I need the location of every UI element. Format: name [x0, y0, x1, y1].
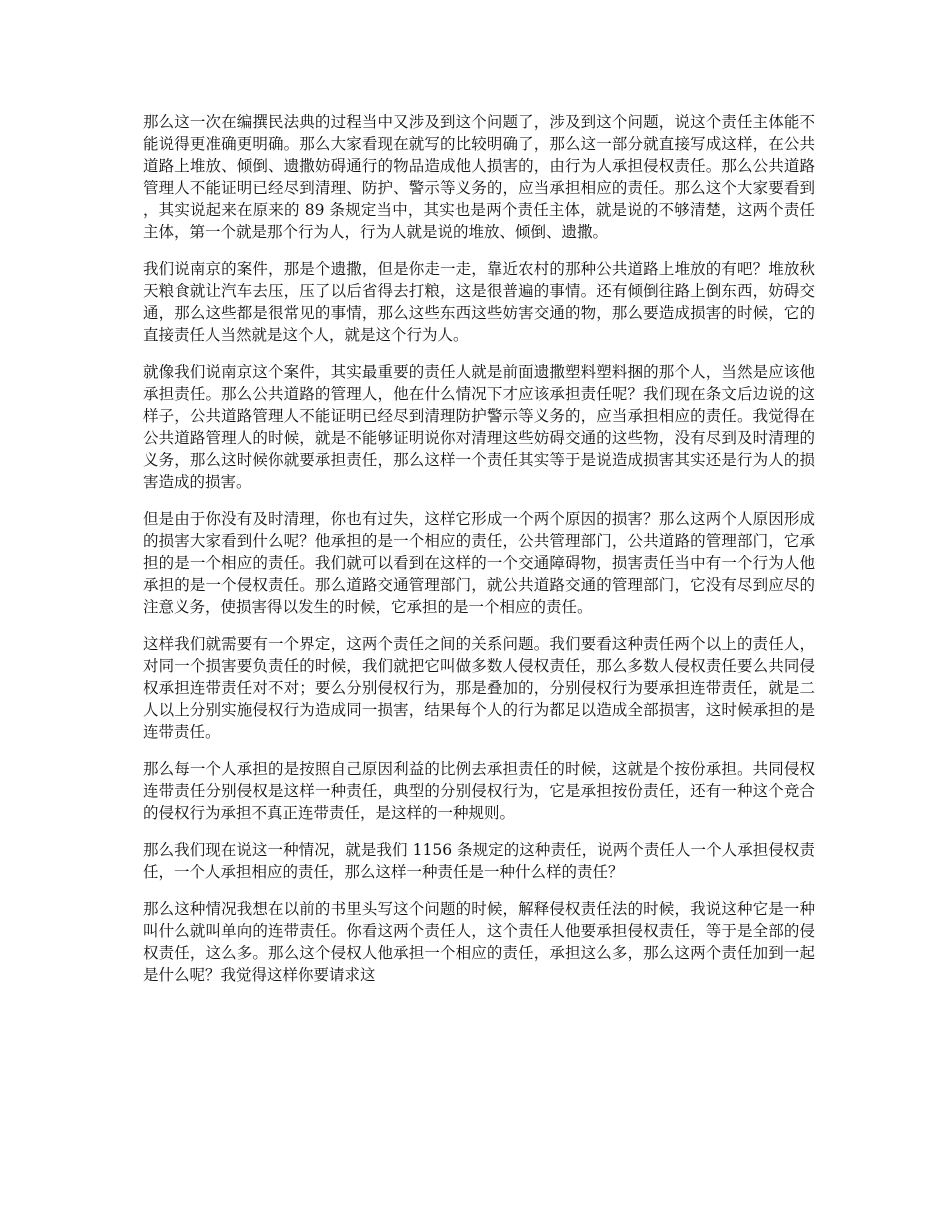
paragraph-4: 但是由于你没有及时清理，你也有过失，这样它形成一个两个原因的损害？那么这两个人原因形成的损害大家看到什么呢？他承担的是一个相应的责任，公共管理部门，公共道路的管理部门，它承担的是一个相应的责任。我们就可以看到在这样的一个交通障碍物，损害责任当中有一个行为人他承担的是一个侵权责任。那么道路交通管理部门，就公共道路交通的管理部门，它没有尽到应尽的注意义务，使损害得以发生的时候，它承担的是一个相应的责任。 [143, 510, 815, 616]
paragraph-7: 那么我们现在说这一种情况，就是我们 1156 条规定的这种责任，说两个责任人一个人承担侵权责任，一个人承担相应的责任，那么这样一种责任是一种什么样的责任？ [143, 841, 815, 881]
paragraph-3: 就像我们说南京这个案件，其实最重要的责任人就是前面遗撒塑料塑料捆的那个人，当然是应该他承担责任。那么公共道路的管理人，他在什么情况下才应该承担责任呢？我们现在条文后边说的这样子，公共道路管理人不能证明已经尽到清理防护警示等义务的，应当承担相应的责任。我觉得在公共道路管理人的时候，就是不能够证明说你对清理这些妨碍交通的这些物，没有尽到及时清理的义务，那么这时候你就要承担责任，那么这样一个责任其实等于是说造成损害其实还是行为人的损害造成的损害。 [143, 363, 815, 491]
paragraph-6: 那么每一个人承担的是按照自己原因利益的比例去承担责任的时候，这就是个按份承担。共同侵权连带责任分别侵权是这样一种责任，典型的分别侵权行为，它是承担按份责任，还有一种这个竞合的侵权行为承担不真正连带责任，是这样的一种规则。 [143, 760, 815, 822]
paragraph-2: 我们说南京的案件，那是个遗撒，但是你走一走，靠近农村的那种公共道路上堆放的有吧？堆放秋天粮食就让汽车去压，压了以后省得去打粮，这是很普遍的事情。还有倾倒往路上倒东西，妨碍交通，那么这些都是很常见的事情，那么这些东西这些妨害交通的物，那么要造成损害的时候，它的直接责任人当然就是这个人，就是这个行为人。 [143, 260, 815, 344]
paragraph-8: 那么这种情况我想在以前的书里头写这个问题的时候，解释侵权责任法的时候，我说这种它是一种叫什么就叫单向的连带责任。你看这两个责任人，这个责任人他要承担侵权责任，等于是全部的侵权责任，这么多。那么这个侵权人他承担一个相应的责任，承担这么多，那么这两个责任加到一起是什么呢？我觉得这样你要请求这 [143, 900, 815, 984]
paragraph-5: 这样我们就需要有一个界定，这两个责任之间的关系问题。我们要看这种责任两个以上的责任人，对同一个损害要负责任的时候，我们就把它叫做多数人侵权责任，那么多数人侵权责任要么共同侵权承担连带责任对不对；要么分别侵权行为，那是叠加的，分别侵权行为要承担连带责任，就是二人以上分别实施侵权行为造成同一损害，结果每个人的行为都足以造成全部损害，这时候承担的是连带责任。 [143, 635, 815, 741]
paragraph-1: 那么这一次在编撰民法典的过程当中又涉及到这个问题了，涉及到这个问题，说这个责任主体能不能说得更准确更明确。那么大家看现在就写的比较明确了，那么这一部分就直接写成这样，在公共道路上堆放、倾倒、遗撒妨碍通行的物品造成他人损害的，由行为人承担侵权责任。那么公共道路管理人不能证明已经尽到清理、防护、警示等义务的，应当承担相应的责任。那么这个大家要看到，其实说起来在原来的 89 条规定当中，其实也是两个责任主体，就是说的不够清楚，这两个责任主体，第一个就是那个行为人，行为人就是说的堆放、倾倒、遗撒。 [143, 113, 815, 241]
document-page [143, 111, 815, 1001]
